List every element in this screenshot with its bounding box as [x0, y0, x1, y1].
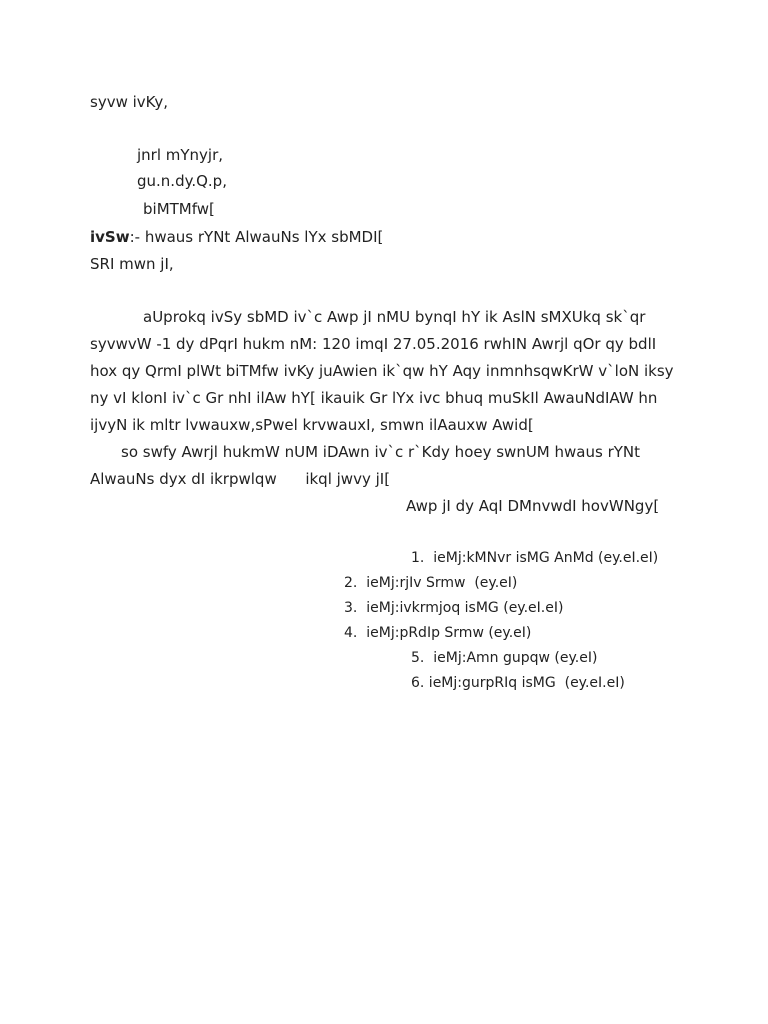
subject-line [90, 228, 383, 246]
body-line: ny vI klonI iv`c Gr nhI ilAw hY[ ikauik Gr lYx ivc bhuq muSkIl AwauNdIAW hn [90, 389, 658, 407]
recipient-line-1: jnrl mYnyjr, [137, 146, 224, 164]
signatory-item: 6. ieMj:gurpRIq isMG (ey.eI.eI) [411, 675, 625, 691]
salutation: SRI mwn jI, [90, 255, 174, 273]
greeting: syvw ivKy, [90, 93, 169, 111]
signatory-item: 5. ieMj:Amn gupqw (ey.eI) [411, 650, 598, 666]
recipient-line-2: gu.n.dy.Q.p, [137, 172, 227, 190]
signatory-item: 1. ieMj:kMNvr isMG AnMd (ey.eI.eI) [411, 550, 659, 566]
signatory-item: 3. ieMj:ivkrmjoq isMG (ey.eI.eI) [344, 600, 564, 616]
body-line: hox qy QrmI plWt biTMfw ivKy juAwien ik`qw hY Aqy inmnhsqwKrW v`loN iksy [90, 362, 674, 380]
body-line: so swfy Awrjl hukmW nUM iDAwn iv`c r`Kdy hoey swnUM hwaus rYNt [121, 443, 641, 461]
subject-label: ivSw [90, 228, 130, 246]
body-line: aUprokq ivSy sbMD iv`c Awp jI nMU bynqI hY ik AslN sMXUkq sk`qr [143, 308, 646, 326]
body-line: ijvyN ik mltr lvwauxw,sPwel krvwauxI, smwn ilAauxw Awid[ [90, 416, 534, 434]
subject-text: :- hwaus rYNt AlwauNs lYx sbMDI[ [129, 228, 384, 246]
recipient-line-3: biMTMfw[ [143, 200, 215, 218]
closing-line: Awp jI dy AqI DMnvwdI hovWNgy[ [406, 497, 660, 515]
signatory-item: 4. ieMj:pRdIp Srmw (ey.eI) [344, 625, 532, 641]
signatory-item: 2. ieMj:rjIv Srmw (ey.eI) [344, 575, 518, 591]
body-line: syvwvW -1 dy dPqrI hukm nM: 120 imqI 27.05.2016 rwhIN Awrjl qOr qy bdlI [90, 335, 657, 353]
body-line: AlwauNs dyx dI ikrpwlqw ikql jwvy jI[ [90, 470, 391, 488]
